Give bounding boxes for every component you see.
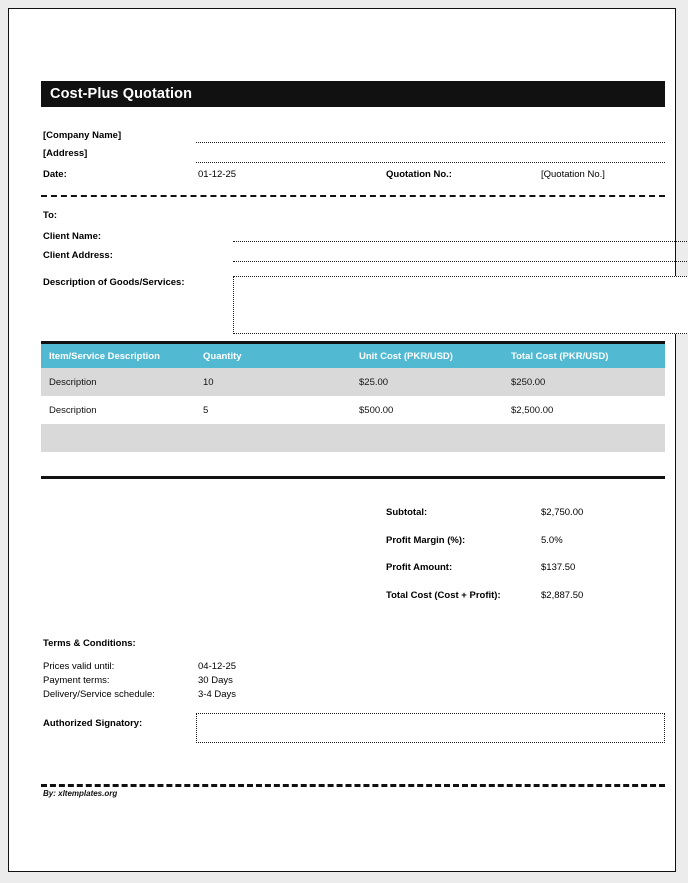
footer-separator	[41, 784, 665, 787]
table-empty-row[interactable]	[41, 424, 665, 452]
quotation-no-label: Quotation No.:	[386, 169, 452, 180]
column-header-unit-cost: Unit Cost (PKR/USD)	[359, 350, 453, 362]
cell-description: Description	[49, 404, 97, 416]
address-label: [Address]	[43, 148, 88, 159]
terms-heading: Terms & Conditions:	[43, 638, 136, 649]
prices-valid-until-label: Prices valid until:	[43, 661, 115, 672]
prices-valid-until-value[interactable]: 04-12-25	[198, 661, 237, 672]
profit-margin-label: Profit Margin (%):	[386, 535, 466, 546]
column-header-description: Item/Service Description	[49, 350, 160, 362]
column-header-quantity: Quantity	[203, 350, 242, 362]
items-table	[41, 341, 665, 452]
table-row[interactable]	[41, 396, 665, 424]
table-bottom-rule	[41, 476, 665, 479]
cell-description: Description	[49, 376, 97, 388]
subtotal-value: $2,750.00	[541, 507, 584, 518]
delivery-schedule-value[interactable]: 3-4 Days	[198, 689, 237, 700]
authorized-signatory-label: Authorized Signatory:	[43, 718, 143, 729]
table-row[interactable]	[41, 368, 665, 396]
date-value[interactable]: 01-12-25	[198, 169, 237, 180]
description-input-box[interactable]	[233, 276, 688, 334]
cell-unit-cost: $25.00	[359, 376, 389, 388]
description-label: Description of Goods/Services:	[43, 277, 185, 288]
profit-margin-value[interactable]: 5.0%	[541, 535, 563, 546]
header-separator	[41, 195, 665, 197]
document-title-bar	[41, 81, 665, 107]
signature-input-box[interactable]	[196, 713, 665, 743]
subtotal-label: Subtotal:	[386, 507, 428, 518]
column-header-total-cost: Total Cost (PKR/USD)	[511, 350, 609, 362]
quotation-no-value[interactable]: [Quotation No.]	[541, 169, 605, 180]
footer-credit: By: xltemplates.org	[43, 789, 118, 798]
cell-quantity: 10	[203, 376, 214, 388]
document-content	[41, 9, 667, 871]
company-name-fill-line[interactable]	[196, 142, 665, 143]
profit-amount-label: Profit Amount:	[386, 562, 453, 573]
client-name-fill-line[interactable]	[233, 241, 688, 242]
client-address-label: Client Address:	[43, 250, 113, 261]
client-name-label: Client Name:	[43, 231, 102, 242]
total-cost-label: Total Cost (Cost + Profit):	[386, 590, 501, 601]
payment-terms-label: Payment terms:	[43, 675, 110, 686]
date-label: Date:	[43, 169, 67, 180]
client-address-fill-line[interactable]	[233, 261, 688, 262]
cell-total-cost: $2,500.00	[511, 404, 554, 416]
to-label: To:	[43, 210, 58, 221]
cell-unit-cost: $500.00	[359, 404, 394, 416]
profit-amount-value: $137.50	[541, 562, 576, 573]
total-cost-value: $2,887.50	[541, 590, 584, 601]
document-page	[8, 8, 676, 872]
payment-terms-value[interactable]: 30 Days	[198, 675, 233, 686]
address-fill-line[interactable]	[196, 162, 665, 163]
delivery-schedule-label: Delivery/Service schedule:	[43, 689, 155, 700]
cell-quantity: 5	[203, 404, 209, 416]
company-name-label: [Company Name]	[43, 130, 122, 141]
page-title: Cost-Plus Quotation	[50, 86, 193, 102]
table-header-row	[41, 344, 665, 368]
cell-total-cost: $250.00	[511, 376, 546, 388]
